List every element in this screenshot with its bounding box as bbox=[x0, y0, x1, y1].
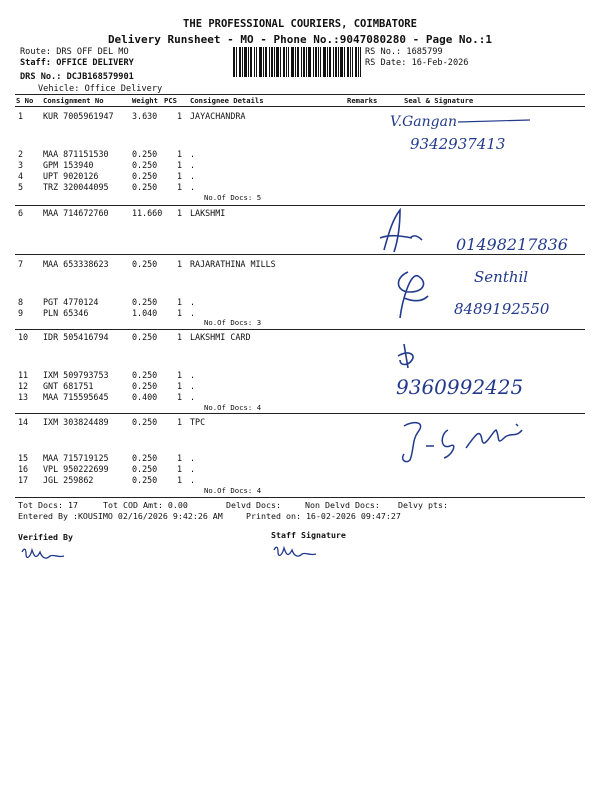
row-consignee: . bbox=[190, 453, 196, 463]
delivered-docs: Delvd Docs: bbox=[226, 500, 281, 510]
row-sno: 16 bbox=[18, 464, 29, 474]
row-consignment: MAA 715595645 bbox=[43, 392, 109, 402]
row-sno: 17 bbox=[18, 475, 29, 485]
col-weight: Weight bbox=[132, 96, 158, 105]
col-pcs: PCS bbox=[164, 96, 177, 105]
group-divider bbox=[15, 329, 585, 330]
row-consignment: GPM 153940 bbox=[43, 160, 94, 170]
total-cod-amount: Tot COD Amt: 0.00 bbox=[103, 500, 188, 510]
row-weight: 0.250 bbox=[132, 259, 158, 269]
row-weight: 0.400 bbox=[132, 392, 158, 402]
row-consignee: LAKSHMI bbox=[190, 208, 226, 218]
row-consignment: IXM 303824489 bbox=[43, 417, 109, 427]
row-weight: 0.250 bbox=[132, 453, 158, 463]
row-consignee: . bbox=[190, 171, 196, 181]
header-rule-top bbox=[15, 94, 585, 95]
signature-name: V.Gangan bbox=[390, 114, 457, 130]
row-sno: 9 bbox=[18, 308, 24, 318]
row-consignment: TRZ 320044095 bbox=[43, 182, 109, 192]
row-consignee: . bbox=[190, 297, 196, 307]
row-weight: 0.250 bbox=[132, 475, 158, 485]
row-pcs: 1 bbox=[177, 381, 183, 391]
row-pcs: 1 bbox=[177, 171, 183, 181]
row-consignee: . bbox=[190, 182, 196, 192]
row-pcs: 1 bbox=[177, 464, 183, 474]
row-consignment: MAA 714672760 bbox=[43, 208, 109, 218]
row-sno: 1 bbox=[18, 111, 24, 121]
row-consignee: . bbox=[190, 160, 196, 170]
row-sno: 4 bbox=[18, 171, 24, 181]
row-pcs: 1 bbox=[177, 149, 183, 159]
row-sno: 7 bbox=[18, 259, 24, 269]
row-sno: 14 bbox=[18, 417, 29, 427]
row-consignee: . bbox=[190, 381, 196, 391]
header-rule-bottom bbox=[15, 106, 585, 107]
no-of-docs: No.Of Docs: 4 bbox=[204, 403, 262, 412]
row-consignment: PLN 65346 bbox=[43, 308, 89, 318]
row-weight: 0.250 bbox=[132, 297, 158, 307]
row-pcs: 1 bbox=[177, 332, 183, 342]
row-consignment: KUR 7005961947 bbox=[43, 111, 114, 121]
row-sno: 2 bbox=[18, 149, 24, 159]
row-pcs: 1 bbox=[177, 182, 183, 192]
signature-phone: 9342937413 bbox=[410, 135, 506, 153]
row-pcs: 1 bbox=[177, 370, 183, 380]
row-consignment: GNT 681751 bbox=[43, 381, 94, 391]
verified-by-signature bbox=[20, 544, 70, 564]
row-pcs: 1 bbox=[177, 111, 183, 121]
group-divider bbox=[15, 413, 585, 414]
row-pcs: 1 bbox=[177, 475, 183, 485]
row-weight: 3.630 bbox=[132, 111, 158, 121]
no-of-docs: No.Of Docs: 4 bbox=[204, 486, 262, 495]
row-consignee: . bbox=[190, 475, 196, 485]
col-sno: S No bbox=[16, 96, 34, 105]
document-title: THE PROFESSIONAL COURIERS, COIMBATORE bbox=[183, 18, 417, 30]
row-weight: 0.250 bbox=[132, 332, 158, 342]
signature-phone: 01498217836 bbox=[456, 235, 568, 254]
row-pcs: 1 bbox=[177, 259, 183, 269]
row-consignment: VPL 950222699 bbox=[43, 464, 109, 474]
row-consignment: IXM 509793753 bbox=[43, 370, 109, 380]
table-end-rule bbox=[15, 497, 585, 498]
row-consignment: MAA 653338623 bbox=[43, 259, 109, 269]
row-weight: 0.250 bbox=[132, 171, 158, 181]
row-pcs: 1 bbox=[177, 308, 183, 318]
row-consignee: . bbox=[190, 370, 196, 380]
row-sno: 6 bbox=[18, 208, 24, 218]
row-pcs: 1 bbox=[177, 417, 183, 427]
barcode-image bbox=[233, 47, 361, 77]
group-divider bbox=[15, 254, 585, 255]
no-of-docs: No.Of Docs: 3 bbox=[204, 318, 262, 327]
runsheet-subtitle: Delivery Runsheet - MO - Phone No.:9047080280 - Page No.:1 bbox=[107, 33, 493, 46]
staff-signature-mark bbox=[272, 542, 322, 562]
row-sno: 12 bbox=[18, 381, 29, 391]
row-consignment: MAA 715719125 bbox=[43, 453, 109, 463]
row-weight: 11.660 bbox=[132, 208, 163, 218]
printed-on: Printed on: 16-02-2026 09:47:27 bbox=[246, 511, 401, 521]
signature-name: Senthil bbox=[474, 268, 529, 286]
signature-group-4 bbox=[388, 340, 578, 402]
row-weight: 1.040 bbox=[132, 308, 158, 318]
signature-group-5 bbox=[396, 416, 556, 464]
row-consignee: . bbox=[190, 392, 196, 402]
row-consignment: UPT 9020126 bbox=[43, 171, 99, 181]
row-weight: 0.250 bbox=[132, 149, 158, 159]
row-consignment: MAA 871151530 bbox=[43, 149, 109, 159]
row-consignee: JAYACHANDRA bbox=[190, 111, 246, 121]
row-sno: 3 bbox=[18, 160, 24, 170]
delivery-points: Delvy pts: bbox=[398, 500, 448, 510]
row-pcs: 1 bbox=[177, 297, 183, 307]
verified-by-label: Verified By bbox=[18, 532, 73, 542]
row-sno: 13 bbox=[18, 392, 29, 402]
row-weight: 0.250 bbox=[132, 464, 158, 474]
col-consignee: Consignee Details bbox=[190, 96, 264, 105]
row-sno: 5 bbox=[18, 182, 24, 192]
signature-group-2 bbox=[370, 208, 590, 256]
row-sno: 11 bbox=[18, 370, 29, 380]
row-consignee: TPC bbox=[190, 417, 206, 427]
non-delivered-docs: Non Delvd Docs: bbox=[305, 500, 380, 510]
no-of-docs: No.Of Docs: 5 bbox=[204, 193, 262, 202]
row-consignee: . bbox=[190, 464, 196, 474]
col-seal-signature: Seal & Signature bbox=[404, 96, 474, 105]
signature-group-3 bbox=[388, 262, 588, 322]
vehicle-label: Vehicle: Office Delivery bbox=[38, 84, 163, 94]
row-consignee: . bbox=[190, 308, 196, 318]
row-weight: 0.250 bbox=[132, 370, 158, 380]
entered-by: Entered By :KOUSIMO 02/16/2026 9:42:26 AM bbox=[18, 511, 223, 521]
signature-phone: 8489192550 bbox=[454, 300, 550, 318]
row-pcs: 1 bbox=[177, 453, 183, 463]
signature-group-1 bbox=[380, 108, 560, 153]
row-weight: 0.250 bbox=[132, 417, 158, 427]
group-divider bbox=[15, 205, 585, 206]
rs-number: RS No.: 1685799 bbox=[365, 47, 443, 57]
row-consignee: LAKSHMI CARD bbox=[190, 332, 251, 342]
row-pcs: 1 bbox=[177, 160, 183, 170]
staff-signature-label: Staff Signature bbox=[271, 530, 346, 540]
drs-number: DRS No.: DCJB168579901 bbox=[20, 72, 134, 82]
row-weight: 0.250 bbox=[132, 381, 158, 391]
row-consignee: RAJARATHINA MILLS bbox=[190, 259, 276, 269]
row-weight: 0.250 bbox=[132, 160, 158, 170]
rs-date: RS Date: 16-Feb-2026 bbox=[365, 58, 469, 68]
row-consignment: JGL 259862 bbox=[43, 475, 94, 485]
row-sno: 10 bbox=[18, 332, 29, 342]
row-consignment: IDR 505416794 bbox=[43, 332, 109, 342]
row-sno: 8 bbox=[18, 297, 24, 307]
signature-phone: 9360992425 bbox=[396, 375, 524, 399]
route-label: Route: DRS OFF DEL MO bbox=[20, 47, 129, 57]
row-consignment: PGT 4770124 bbox=[43, 297, 99, 307]
row-pcs: 1 bbox=[177, 392, 183, 402]
total-docs: Tot Docs: 17 bbox=[18, 500, 78, 510]
row-sno: 15 bbox=[18, 453, 29, 463]
staff-label: Staff: OFFICE DELIVERY bbox=[20, 58, 134, 68]
col-remarks: Remarks bbox=[347, 96, 378, 105]
row-weight: 0.250 bbox=[132, 182, 158, 192]
row-pcs: 1 bbox=[177, 208, 183, 218]
col-consignment: Consignment No bbox=[43, 96, 104, 105]
row-consignee: . bbox=[190, 149, 196, 159]
